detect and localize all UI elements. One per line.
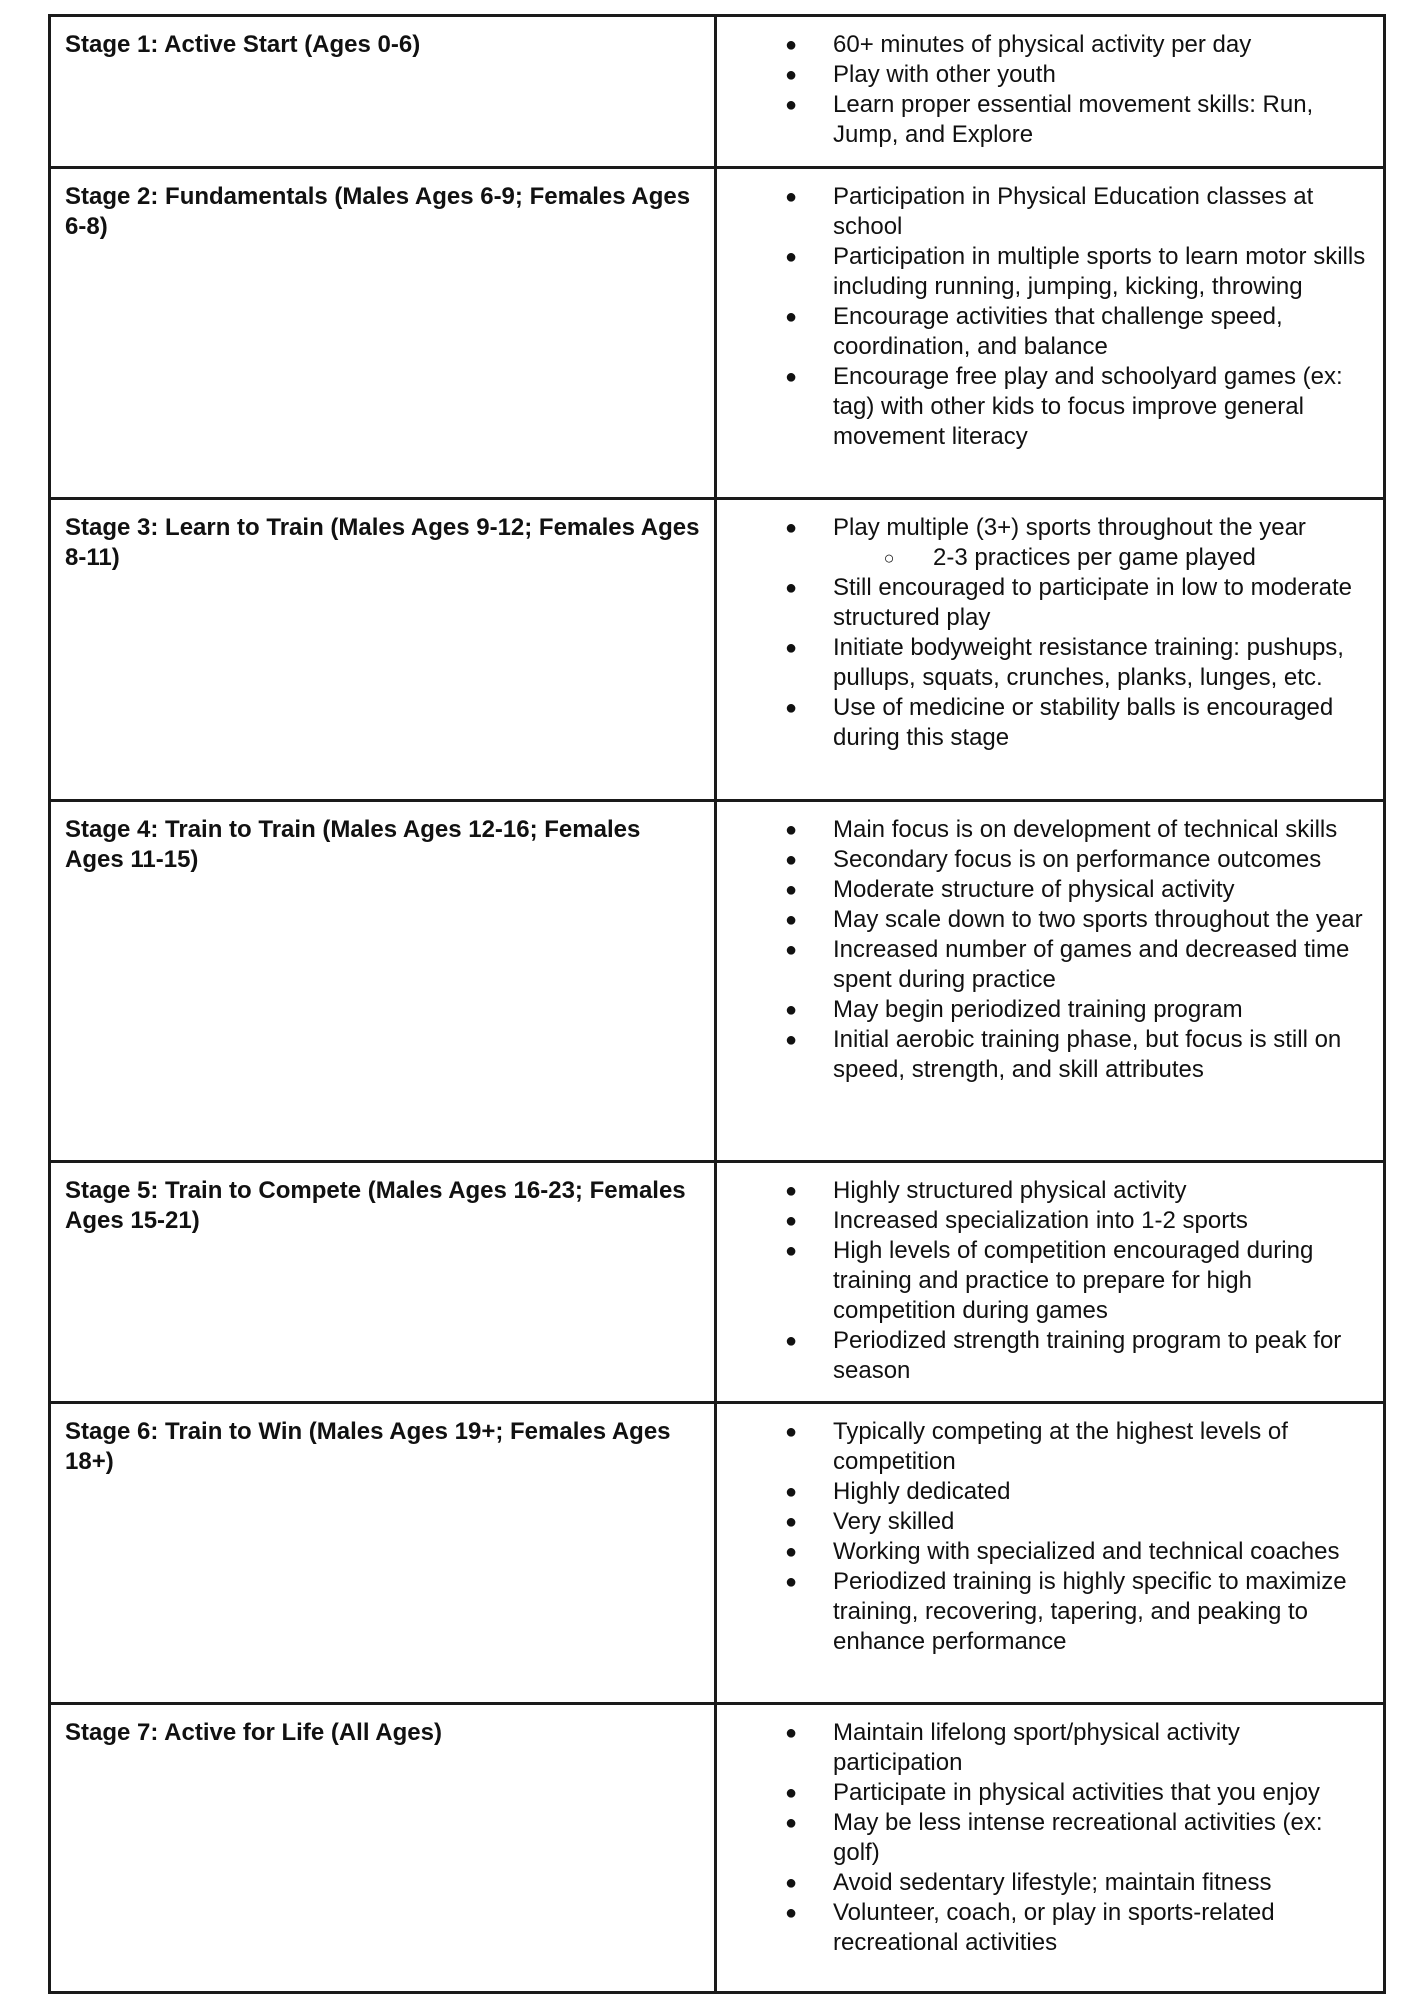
guideline-item: [717, 90, 1369, 150]
stage-title: Stage 7: Active for Life (All Ages): [65, 1719, 442, 1746]
guideline-text: Participation in multiple sports to learn motor skills including running, jumping, kicking, throwing: [833, 243, 1366, 300]
guideline-item: [717, 513, 1369, 543]
stage-title-cell: [50, 168, 716, 499]
bullet-icon: ●: [784, 1240, 798, 1262]
guideline-text: Maintain lifelong sport/physical activity participation: [833, 1719, 1240, 1776]
bullet-icon: ●: [784, 1782, 798, 1804]
guideline-item: [717, 573, 1369, 633]
guideline-item: [717, 1778, 1369, 1808]
guideline-text: Still encouraged to participate in low to moderate structured play: [833, 574, 1352, 631]
guideline-item: [717, 302, 1369, 362]
guideline-item: [717, 1176, 1369, 1206]
bullet-icon: ●: [784, 1902, 798, 1924]
sub-list-container: [717, 543, 1369, 573]
guideline-item: [717, 905, 1369, 935]
bullet-icon: ●: [784, 999, 798, 1021]
guideline-item: [717, 693, 1369, 753]
guideline-item: [717, 1567, 1369, 1657]
guideline-list: [717, 1176, 1369, 1386]
stage-guidelines-cell: [716, 16, 1385, 168]
guideline-item: [717, 875, 1369, 905]
guideline-item: [717, 1718, 1369, 1778]
guideline-text: Participation in Physical Education classes at school: [833, 183, 1314, 240]
guideline-text: May be less intense recreational activities (ex: golf): [833, 1809, 1323, 1866]
bullet-icon: ●: [784, 246, 798, 268]
stage-row: [50, 801, 1385, 1162]
stage-guidelines-cell: [716, 801, 1385, 1162]
stage-title: Stage 3: Learn to Train (Males Ages 9-12; Females Ages 8-11): [65, 514, 700, 571]
bullet-icon: ●: [784, 1722, 798, 1744]
bullet-icon: ●: [784, 1541, 798, 1563]
stages-table-body: [50, 16, 1385, 1993]
guideline-text: Typically competing at the highest levels of competition: [833, 1418, 1288, 1475]
stages-table: [48, 14, 1386, 1994]
bullet-icon: ●: [784, 517, 798, 539]
bullet-icon: ●: [784, 1180, 798, 1202]
guideline-text: Initiate bodyweight resistance training: pushups, pullups, squats, crunches, planks, lunges, etc.: [833, 634, 1344, 691]
guideline-item: [717, 815, 1369, 845]
guideline-list: [717, 1417, 1369, 1657]
stage-row: [50, 1162, 1385, 1403]
guideline-item: [717, 362, 1369, 452]
guideline-text: Periodized training is highly specific to maximize training, recovering, tapering, and peaking to enhance performance: [833, 1568, 1347, 1655]
guideline-text: Play multiple (3+) sports throughout the year: [833, 514, 1306, 541]
guideline-text: May scale down to two sports throughout the year: [833, 906, 1363, 933]
guideline-text: Increased number of games and decreased time spent during practice: [833, 936, 1350, 993]
bullet-icon: ●: [784, 909, 798, 931]
guideline-text: Encourage free play and schoolyard games (ex: tag) with other kids to focus improve general movement literacy: [833, 363, 1343, 450]
guideline-text: Very skilled: [833, 1508, 955, 1535]
guideline-item: [717, 995, 1369, 1025]
stage-title-cell: [50, 1162, 716, 1403]
guideline-text: Periodized strength training program to peak for season: [833, 1327, 1342, 1384]
bullet-icon: ●: [784, 94, 798, 116]
bullet-icon: ●: [784, 1029, 798, 1051]
guideline-text: Avoid sedentary lifestyle; maintain fitness: [833, 1869, 1272, 1896]
bullet-icon: ●: [784, 64, 798, 86]
bullet-icon: ●: [784, 1571, 798, 1593]
guideline-text: Encourage activities that challenge speed, coordination, and balance: [833, 303, 1283, 360]
guideline-item: [717, 1477, 1369, 1507]
guideline-list: [717, 1718, 1369, 1958]
guideline-item: [717, 242, 1369, 302]
guideline-item: [717, 1417, 1369, 1477]
bullet-icon: ●: [784, 1330, 798, 1352]
guideline-list: [717, 815, 1369, 1085]
guideline-item: [717, 1206, 1369, 1236]
guideline-text: Initial aerobic training phase, but focus is still on speed, strength, and skill attributes: [833, 1026, 1342, 1083]
bullet-icon: ●: [784, 366, 798, 388]
bullet-icon: ●: [784, 1481, 798, 1503]
guideline-text: Moderate structure of physical activity: [833, 876, 1235, 903]
sub-guideline-text: 2-3 practices per game played: [933, 544, 1256, 571]
guideline-text: High levels of competition encouraged during training and practice to prepare for high competition during games: [833, 1237, 1314, 1324]
bullet-icon: ●: [784, 186, 798, 208]
guideline-text: Use of medicine or stability balls is encouraged during this stage: [833, 694, 1334, 751]
sub-guideline-list: [717, 543, 1369, 573]
guideline-item: [717, 1868, 1369, 1898]
bullet-icon: ●: [784, 1511, 798, 1533]
guideline-text: Volunteer, coach, or play in sports-related recreational activities: [833, 1899, 1275, 1956]
guideline-text: Learn proper essential movement skills: Run, Jump, and Explore: [833, 91, 1314, 148]
stage-title-cell: [50, 499, 716, 801]
stage-guidelines-cell: [716, 1403, 1385, 1704]
guideline-item: [717, 60, 1369, 90]
guideline-item: [717, 1326, 1369, 1386]
guideline-text: Working with specialized and technical coaches: [833, 1538, 1340, 1565]
stage-guidelines-cell: [716, 1704, 1385, 1993]
guideline-item: [717, 182, 1369, 242]
bullet-icon: ●: [784, 1872, 798, 1894]
guideline-item: [717, 1236, 1369, 1326]
guideline-item: [717, 30, 1369, 60]
bullet-icon: ●: [784, 849, 798, 871]
guideline-text: May begin periodized training program: [833, 996, 1243, 1023]
guideline-list: [717, 30, 1369, 150]
stage-title: Stage 1: Active Start (Ages 0-6): [65, 31, 421, 58]
guideline-item: [717, 935, 1369, 995]
bullet-icon: ●: [784, 1812, 798, 1834]
guideline-text: Participate in physical activities that you enjoy: [833, 1779, 1320, 1806]
stage-guidelines-cell: [716, 499, 1385, 801]
guideline-text: Play with other youth: [833, 61, 1056, 88]
bullet-icon: ●: [784, 637, 798, 659]
stage-title-cell: [50, 1403, 716, 1704]
stage-title: Stage 5: Train to Compete (Males Ages 16-23; Females Ages 15-21): [65, 1177, 686, 1234]
hollow-bullet-icon: ○: [883, 548, 895, 568]
stage-row: [50, 1704, 1385, 1993]
stage-row: [50, 499, 1385, 801]
stage-title-cell: [50, 1704, 716, 1993]
guideline-text: Main focus is on development of technical skills: [833, 816, 1338, 843]
stage-row: [50, 168, 1385, 499]
bullet-icon: ●: [784, 577, 798, 599]
guideline-list: [717, 513, 1369, 753]
sub-guideline-item: [717, 543, 1369, 573]
stage-row: [50, 1403, 1385, 1704]
guideline-item: [717, 1507, 1369, 1537]
bullet-icon: ●: [784, 819, 798, 841]
stage-title: Stage 6: Train to Win (Males Ages 19+; Females Ages 18+): [65, 1418, 671, 1475]
stage-title-cell: [50, 801, 716, 1162]
guideline-text: Highly dedicated: [833, 1478, 1011, 1505]
stage-title: Stage 4: Train to Train (Males Ages 12-16; Females Ages 11-15): [65, 816, 641, 873]
guideline-item: [717, 1537, 1369, 1567]
bullet-icon: ●: [784, 697, 798, 719]
bullet-icon: ●: [784, 1421, 798, 1443]
bullet-icon: ●: [784, 306, 798, 328]
stage-guidelines-cell: [716, 168, 1385, 499]
guideline-item: [717, 1898, 1369, 1958]
bullet-icon: ●: [784, 34, 798, 56]
guideline-item: [717, 1808, 1369, 1868]
bullet-icon: ●: [784, 939, 798, 961]
guideline-text: Increased specialization into 1-2 sports: [833, 1207, 1248, 1234]
guideline-list: [717, 182, 1369, 452]
stage-title-cell: [50, 16, 716, 168]
guideline-item: [717, 633, 1369, 693]
stage-guidelines-cell: [716, 1162, 1385, 1403]
bullet-icon: ●: [784, 879, 798, 901]
guideline-text: 60+ minutes of physical activity per day: [833, 31, 1252, 58]
guideline-text: Highly structured physical activity: [833, 1177, 1187, 1204]
guideline-item: [717, 845, 1369, 875]
bullet-icon: ●: [784, 1210, 798, 1232]
stage-row: [50, 16, 1385, 168]
stage-title: Stage 2: Fundamentals (Males Ages 6-9; Females Ages 6-8): [65, 183, 691, 240]
guideline-item: [717, 1025, 1369, 1085]
guideline-text: Secondary focus is on performance outcomes: [833, 846, 1322, 873]
